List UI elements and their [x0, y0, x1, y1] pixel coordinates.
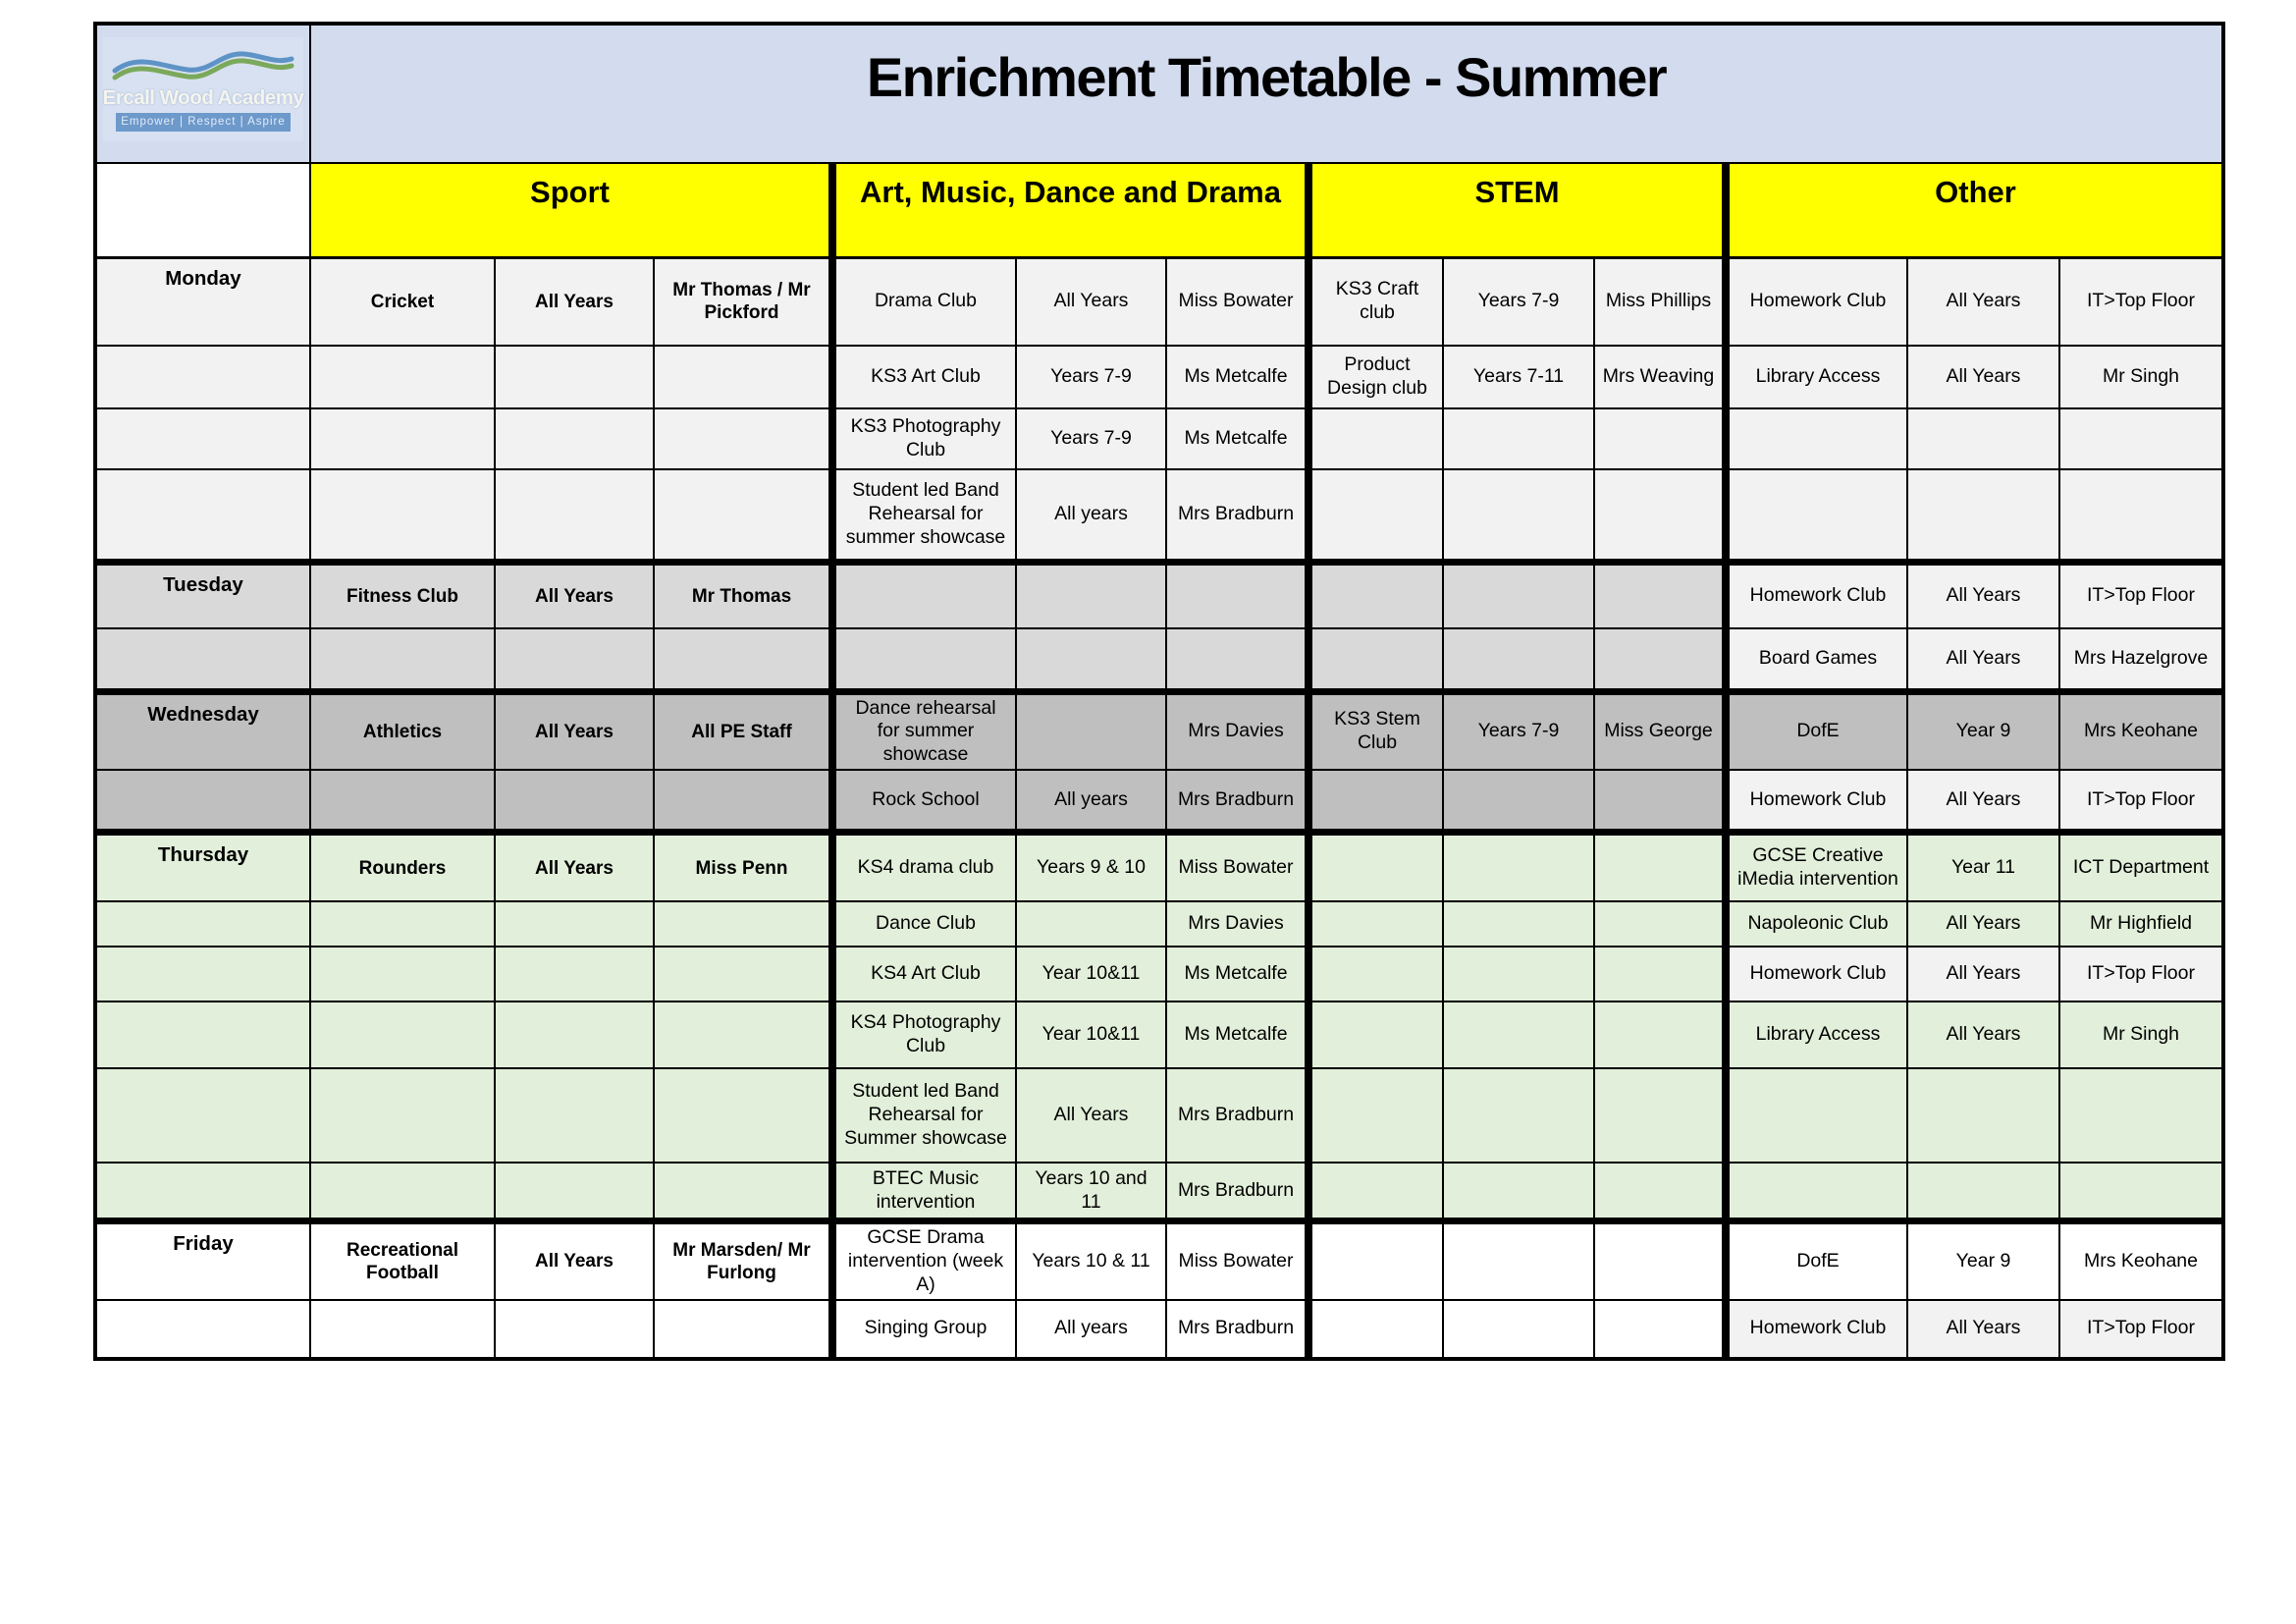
- years-cell: Years 7-9: [1016, 346, 1166, 408]
- years-cell: [495, 770, 654, 833]
- staff-cell: Ms Metcalfe: [1166, 346, 1308, 408]
- staff-cell: [1594, 833, 1726, 901]
- staff-cell: IT>Top Floor: [2059, 1300, 2223, 1359]
- years-cell: All Years: [1907, 257, 2059, 346]
- years-cell: [495, 1068, 654, 1163]
- staff-cell: Miss Penn: [654, 833, 832, 901]
- staff-cell: [654, 770, 832, 833]
- staff-cell: [1594, 408, 1726, 469]
- activity-cell: Homework Club: [1726, 947, 1907, 1001]
- staff-cell: Ms Metcalfe: [1166, 1001, 1308, 1068]
- activity-cell: [310, 1300, 495, 1359]
- years-cell: [1443, 1300, 1594, 1359]
- staff-cell: All PE Staff: [654, 691, 832, 770]
- years-cell: All Years: [1016, 257, 1166, 346]
- activity-cell: [1726, 1163, 1907, 1221]
- years-cell: [495, 1163, 654, 1221]
- staff-cell: [654, 469, 832, 562]
- staff-cell: [1594, 469, 1726, 562]
- activity-cell: [1308, 469, 1443, 562]
- years-cell: [1443, 1068, 1594, 1163]
- activity-cell: KS4 Art Club: [832, 947, 1016, 1001]
- activity-cell: Rounders: [310, 833, 495, 901]
- activity-cell: Dance rehearsal for summer showcase: [832, 691, 1016, 770]
- activity-cell: GCSE Creative iMedia intervention: [1726, 833, 1907, 901]
- staff-cell: Mrs Keohane: [2059, 691, 2223, 770]
- staff-cell: [2059, 469, 2223, 562]
- activity-cell: Singing Group: [832, 1300, 1016, 1359]
- activity-cell: [1308, 562, 1443, 628]
- staff-cell: [1594, 1300, 1726, 1359]
- activity-cell: Student led Band Rehearsal for summer showcase: [832, 469, 1016, 562]
- staff-cell: [1594, 1163, 1726, 1221]
- activity-cell: GCSE Drama intervention (week A): [832, 1221, 1016, 1300]
- activity-cell: Homework Club: [1726, 257, 1907, 346]
- activity-cell: [1308, 901, 1443, 947]
- staff-cell: Mrs Hazelgrove: [2059, 628, 2223, 691]
- staff-cell: Mr Thomas / Mr Pickford: [654, 257, 832, 346]
- years-cell: [1443, 901, 1594, 947]
- years-cell: [1443, 562, 1594, 628]
- activity-cell: DofE: [1726, 691, 1907, 770]
- years-cell: [1443, 628, 1594, 691]
- years-cell: [1016, 562, 1166, 628]
- staff-cell: Mrs Keohane: [2059, 1221, 2223, 1300]
- years-cell: All Years: [495, 257, 654, 346]
- years-cell: [1907, 1068, 2059, 1163]
- activity-cell: Board Games: [1726, 628, 1907, 691]
- years-cell: [1907, 469, 2059, 562]
- years-cell: All years: [1016, 469, 1166, 562]
- years-cell: [495, 628, 654, 691]
- page-title: Enrichment Timetable - Summer: [310, 24, 2223, 163]
- staff-cell: [654, 947, 832, 1001]
- staff-cell: Mr Singh: [2059, 346, 2223, 408]
- years-cell: [495, 408, 654, 469]
- staff-cell: [1594, 947, 1726, 1001]
- years-cell: Year 11: [1907, 833, 2059, 901]
- years-cell: All Years: [495, 833, 654, 901]
- activity-cell: [832, 562, 1016, 628]
- years-cell: All Years: [1907, 947, 2059, 1001]
- activity-cell: [1308, 770, 1443, 833]
- years-cell: All Years: [1907, 770, 2059, 833]
- logo-waves-icon: [111, 47, 295, 84]
- day-label-cell: Wednesday: [95, 691, 310, 770]
- enrichment-timetable: [93, 22, 2225, 1361]
- years-cell: Years 7-9: [1016, 408, 1166, 469]
- category-header-sport: Sport: [310, 163, 832, 257]
- years-cell: All Years: [1907, 901, 2059, 947]
- day-label-cell: [95, 1300, 310, 1359]
- staff-cell: IT>Top Floor: [2059, 562, 2223, 628]
- staff-cell: IT>Top Floor: [2059, 947, 2223, 1001]
- staff-cell: [654, 408, 832, 469]
- day-label-cell: Monday: [95, 257, 310, 346]
- years-cell: [1016, 901, 1166, 947]
- staff-cell: [1166, 562, 1308, 628]
- activity-cell: Rock School: [832, 770, 1016, 833]
- activity-cell: [310, 1068, 495, 1163]
- staff-cell: Mrs Bradburn: [1166, 469, 1308, 562]
- school-logo: [103, 37, 303, 141]
- years-cell: All years: [1016, 1300, 1166, 1359]
- activity-cell: [1308, 628, 1443, 691]
- staff-cell: [2059, 408, 2223, 469]
- staff-cell: Miss Bowater: [1166, 1221, 1308, 1300]
- staff-cell: ICT Department: [2059, 833, 2223, 901]
- activity-cell: Athletics: [310, 691, 495, 770]
- activity-cell: Product Design club: [1308, 346, 1443, 408]
- day-label-cell: Thursday: [95, 833, 310, 901]
- years-cell: Year 10&11: [1016, 1001, 1166, 1068]
- staff-cell: [654, 1300, 832, 1359]
- years-cell: Year 9: [1907, 691, 2059, 770]
- activity-cell: KS3 Art Club: [832, 346, 1016, 408]
- activity-cell: [1726, 1068, 1907, 1163]
- timetable-wrapper: [93, 22, 2225, 1361]
- years-cell: All Years: [1907, 1001, 2059, 1068]
- activity-cell: Homework Club: [1726, 562, 1907, 628]
- staff-cell: IT>Top Floor: [2059, 770, 2223, 833]
- staff-cell: Miss Phillips: [1594, 257, 1726, 346]
- activity-cell: [1308, 1001, 1443, 1068]
- staff-cell: Mrs Bradburn: [1166, 1068, 1308, 1163]
- staff-cell: [1594, 628, 1726, 691]
- staff-cell: Miss Bowater: [1166, 833, 1308, 901]
- years-cell: [495, 1001, 654, 1068]
- activity-cell: [310, 1001, 495, 1068]
- day-label-cell: [95, 947, 310, 1001]
- years-cell: [1443, 833, 1594, 901]
- years-cell: [1443, 408, 1594, 469]
- activity-cell: Recreational Football: [310, 1221, 495, 1300]
- activity-cell: Homework Club: [1726, 770, 1907, 833]
- staff-cell: Mrs Bradburn: [1166, 770, 1308, 833]
- day-label-cell: Friday: [95, 1221, 310, 1300]
- staff-cell: [654, 1001, 832, 1068]
- activity-cell: KS4 drama club: [832, 833, 1016, 901]
- years-cell: All Years: [1907, 1300, 2059, 1359]
- activity-cell: [310, 408, 495, 469]
- activity-cell: KS3 Craft club: [1308, 257, 1443, 346]
- activity-cell: Napoleonic Club: [1726, 901, 1907, 947]
- activity-cell: Student led Band Rehearsal for Summer showcase: [832, 1068, 1016, 1163]
- years-cell: [1907, 1163, 2059, 1221]
- activity-cell: Drama Club: [832, 257, 1016, 346]
- years-cell: All Years: [1907, 346, 2059, 408]
- day-label-cell: [95, 346, 310, 408]
- staff-cell: [1594, 1068, 1726, 1163]
- staff-cell: IT>Top Floor: [2059, 257, 2223, 346]
- activity-cell: [310, 469, 495, 562]
- day-label-cell: [95, 469, 310, 562]
- activity-cell: [1726, 408, 1907, 469]
- staff-cell: Mr Highfield: [2059, 901, 2223, 947]
- years-cell: [1016, 628, 1166, 691]
- staff-cell: [654, 1163, 832, 1221]
- staff-cell: Mrs Weaving: [1594, 346, 1726, 408]
- years-cell: All Years: [495, 691, 654, 770]
- staff-cell: Ms Metcalfe: [1166, 408, 1308, 469]
- staff-cell: [654, 901, 832, 947]
- years-cell: All Years: [1907, 628, 2059, 691]
- activity-cell: Fitness Club: [310, 562, 495, 628]
- staff-cell: Mrs Bradburn: [1166, 1300, 1308, 1359]
- years-cell: Years 7-9: [1443, 691, 1594, 770]
- staff-cell: [1166, 628, 1308, 691]
- staff-cell: [2059, 1068, 2223, 1163]
- day-label-cell: [95, 1001, 310, 1068]
- day-label-cell: [95, 408, 310, 469]
- logo-motto: Empower | Respect | Aspire: [116, 113, 291, 132]
- activity-cell: [310, 947, 495, 1001]
- staff-cell: [1594, 901, 1726, 947]
- years-cell: [1443, 947, 1594, 1001]
- staff-cell: Mrs Bradburn: [1166, 1163, 1308, 1221]
- activity-cell: [310, 628, 495, 691]
- staff-cell: Mrs Davies: [1166, 691, 1308, 770]
- activity-cell: Library Access: [1726, 346, 1907, 408]
- staff-cell: [1594, 562, 1726, 628]
- years-cell: Years 7-11: [1443, 346, 1594, 408]
- years-cell: Years 7-9: [1443, 257, 1594, 346]
- staff-cell: [1594, 1001, 1726, 1068]
- activity-cell: Cricket: [310, 257, 495, 346]
- activity-cell: [1308, 1221, 1443, 1300]
- activity-cell: KS3 Photography Club: [832, 408, 1016, 469]
- category-header-art-music-dance-drama: Art, Music, Dance and Drama: [832, 163, 1308, 257]
- activity-cell: Dance Club: [832, 901, 1016, 947]
- activity-cell: [310, 1163, 495, 1221]
- staff-cell: [1594, 770, 1726, 833]
- activity-cell: [1308, 947, 1443, 1001]
- staff-cell: [654, 628, 832, 691]
- activity-cell: Library Access: [1726, 1001, 1907, 1068]
- years-cell: All Years: [1016, 1068, 1166, 1163]
- category-header-stem: STEM: [1308, 163, 1726, 257]
- day-label-cell: [95, 1163, 310, 1221]
- staff-cell: Mr Marsden/ Mr Furlong: [654, 1221, 832, 1300]
- activity-cell: [1308, 1068, 1443, 1163]
- activity-cell: Homework Club: [1726, 1300, 1907, 1359]
- activity-cell: [1726, 469, 1907, 562]
- activity-cell: [310, 901, 495, 947]
- activity-cell: DofE: [1726, 1221, 1907, 1300]
- activity-cell: [1308, 1163, 1443, 1221]
- years-cell: Year 10&11: [1016, 947, 1166, 1001]
- years-cell: [495, 901, 654, 947]
- staff-cell: [1594, 1221, 1726, 1300]
- years-cell: [495, 947, 654, 1001]
- activity-cell: [310, 346, 495, 408]
- category-header-other: Other: [1726, 163, 2223, 257]
- years-cell: All years: [1016, 770, 1166, 833]
- activity-cell: [310, 770, 495, 833]
- years-cell: [495, 1300, 654, 1359]
- activity-cell: KS3 Stem Club: [1308, 691, 1443, 770]
- years-cell: [495, 469, 654, 562]
- blank-corner-cell: [95, 163, 310, 257]
- staff-cell: Mr Singh: [2059, 1001, 2223, 1068]
- day-label-cell: [95, 628, 310, 691]
- day-label-cell: [95, 901, 310, 947]
- activity-cell: [1308, 408, 1443, 469]
- staff-cell: Miss Bowater: [1166, 257, 1308, 346]
- years-cell: Year 9: [1907, 1221, 2059, 1300]
- day-label-cell: [95, 1068, 310, 1163]
- day-label-cell: Tuesday: [95, 562, 310, 628]
- years-cell: [1443, 1221, 1594, 1300]
- staff-cell: Mrs Davies: [1166, 901, 1308, 947]
- years-cell: [1907, 408, 2059, 469]
- years-cell: [1443, 469, 1594, 562]
- staff-cell: [654, 346, 832, 408]
- years-cell: [495, 346, 654, 408]
- years-cell: All Years: [495, 1221, 654, 1300]
- activity-cell: [1308, 833, 1443, 901]
- day-label-cell: [95, 770, 310, 833]
- staff-cell: Miss George: [1594, 691, 1726, 770]
- years-cell: [1443, 1163, 1594, 1221]
- years-cell: Years 10 & 11: [1016, 1221, 1166, 1300]
- activity-cell: [1308, 1300, 1443, 1359]
- activity-cell: [832, 628, 1016, 691]
- staff-cell: Mr Thomas: [654, 562, 832, 628]
- staff-cell: Ms Metcalfe: [1166, 947, 1308, 1001]
- school-logo-cell: [95, 24, 310, 163]
- logo-school-name: Ercall Wood Academy: [102, 86, 304, 109]
- activity-cell: KS4 Photography Club: [832, 1001, 1016, 1068]
- staff-cell: [654, 1068, 832, 1163]
- years-cell: Years 9 & 10: [1016, 833, 1166, 901]
- years-cell: [1016, 691, 1166, 770]
- years-cell: All Years: [1907, 562, 2059, 628]
- staff-cell: [2059, 1163, 2223, 1221]
- years-cell: All Years: [495, 562, 654, 628]
- activity-cell: BTEC Music intervention: [832, 1163, 1016, 1221]
- years-cell: Years 10 and 11: [1016, 1163, 1166, 1221]
- years-cell: [1443, 1001, 1594, 1068]
- years-cell: [1443, 770, 1594, 833]
